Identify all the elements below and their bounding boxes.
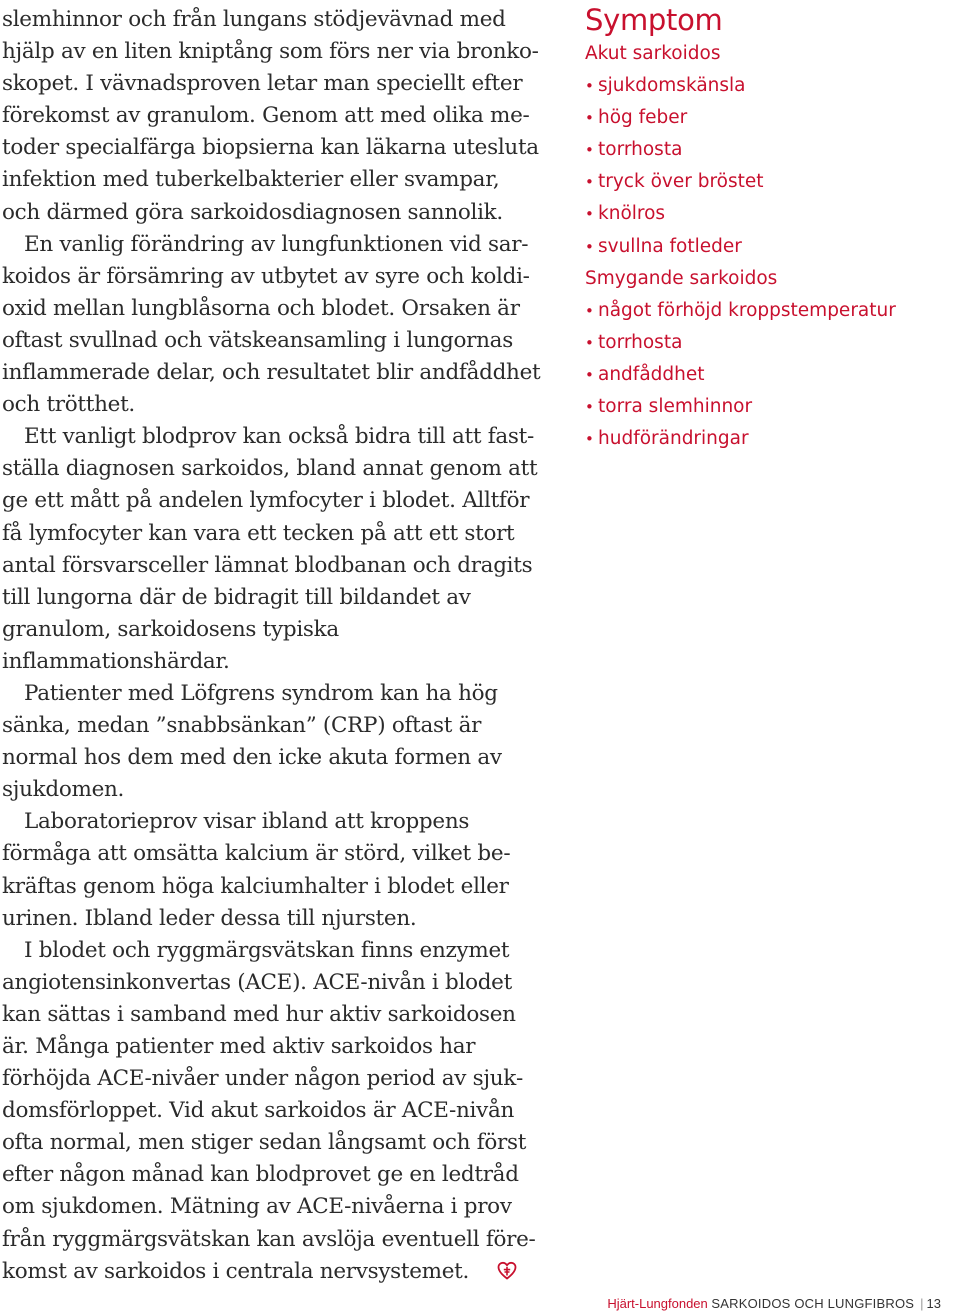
article-body: [2, 4, 542, 1291]
heart-logo-icon: [475, 1259, 517, 1291]
body-paragraph: En vanlig förändring av lungfunktionen vid sarkoidos är försämring av utbytet av syre och koldioxid mellan lungblåsorna och blodet. Orsaken är oftast svullnad och vätskeansamling i lungornas inflammerade delar, och resultatet blir andfåddhet och trötthet.: [2, 231, 541, 418]
insidious-symptom-list: [585, 295, 945, 455]
body-paragraph: Ett vanligt blodprov kan också bidra till att fastställa diagnosen sarkoidos, bland annat genom att ge ett mått på andelen lymfocyter i blodet. Alltför få lymfocyter kan vara ett tecken på att ett stort antal försvarsceller lämnat blodbanan och dragits till lungorna där de bidragit till bildandet av granulom, sarkoidosens typiska inflammationshärdar.: [2, 424, 538, 674]
list-item: • andfåddhet: [585, 359, 945, 391]
symptom-sidebar: [585, 2, 945, 455]
footer-separator: |: [920, 1296, 924, 1311]
list-item: • tryck över bröstet: [585, 166, 945, 198]
page-number: 13: [926, 1296, 941, 1311]
body-paragraph-last: [2, 935, 542, 1291]
body-paragraph-text: I blodet och ryggmärgsvätskan finns enzymet angiotensinkonvertas (ACE). ACE-nivån i blodet kan sättas i samband med hur aktiv sarkoidosen är. Många patienter med aktiv sarkoidos har förhöjda ACE-nivåer under någon period av sjukdomsförloppet. Vid akut sarkoidos är ACE-nivån ofta normal, men stiger sedan långsamt och först efter någon månad kan blodprovet ge en ledtråd om sjukdomen. Mätning av ACE-nivåerna i prov från ryggmärgsvätskan kan avslöja eventuell förekomst av sarkoidos i centrala nervsystemet.: [2, 937, 536, 1284]
group-heading-insidious: Smygande sarkoidos: [585, 267, 778, 289]
footer-title: SARKOIDOS OCH LUNGFIBROS: [711, 1296, 915, 1311]
list-item: • hudförändringar: [585, 423, 945, 455]
body-paragraph: Patienter med Löfgrens syndrom kan ha hög sänka, medan ”snabbsänkan” (CRP) oftast är normal hos dem med den icke akuta formen av sjukdomen.: [2, 680, 502, 803]
group-heading-acute: Akut sarkoidos: [585, 43, 721, 64]
list-item: • sjukdomskänsla: [585, 70, 945, 102]
body-paragraph: Laboratorieprov visar ibland att kroppens förmåga att omsätta kalcium är störd, vilket bekräftas genom höga kalciumhalter i blodet eller urinen. Ibland leder dessa till njursten.: [2, 809, 511, 931]
list-item: • något förhöjd kroppstemperatur: [585, 295, 945, 327]
acute-symptom-list: [585, 70, 945, 263]
list-item: • svullna fotleder: [585, 231, 945, 263]
list-item: • hög feber: [585, 102, 945, 134]
footer-brand: Hjärt-Lungfonden: [607, 1296, 708, 1311]
list-item: • torrhosta: [585, 327, 945, 359]
body-paragraph: slemhinnor och från lungans stödjevävnad med hjälp av en liten kniptång som förs ner via bronkoskopet. I vävnadsproven letar man speciellt efter förekomst av granulom. Genom att med olika metoder specialfärga biopsierna kan läkarna utesluta infektion med tuberkelbakterier eller svampar, och därmed göra sarkoidosdiagnosen sannolik.: [2, 7, 539, 225]
page-footer: [607, 1296, 941, 1311]
list-item: • knölros: [585, 198, 945, 230]
list-item: • torra slemhinnor: [585, 391, 945, 423]
sidebar-title: Symptom: [585, 3, 723, 37]
list-item: • torrhosta: [585, 134, 945, 166]
